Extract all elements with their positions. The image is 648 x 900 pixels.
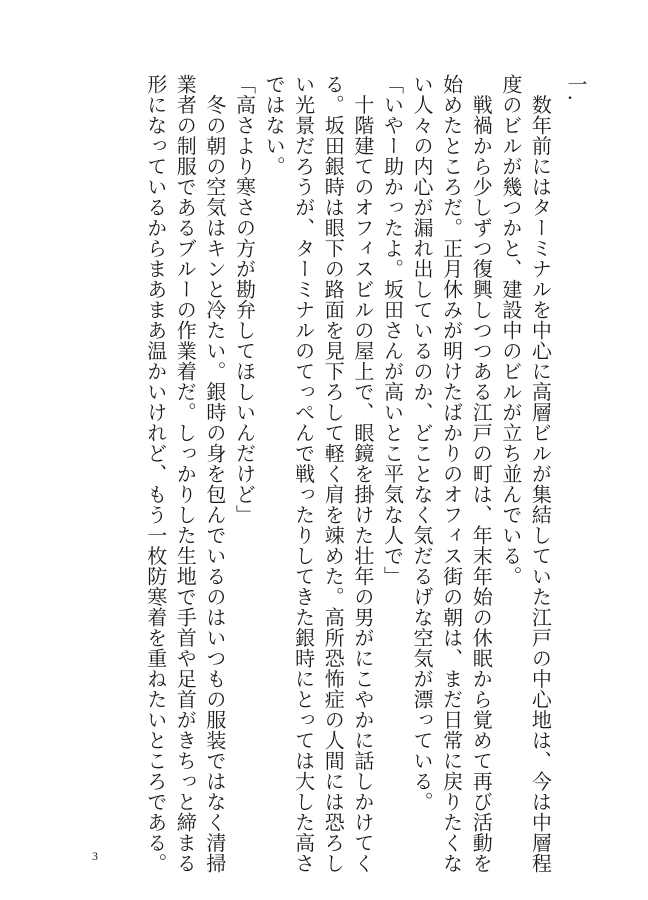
text-line: 戦禍から少しずつ復興しつつある江戸の町は、年末年始の休眠から覚めて再び活動を	[469, 74, 494, 874]
text-line: 数年前にはターミナルを中心に高層ビルが集結していた江戸の中心地は、今は中層程	[528, 74, 553, 874]
text-line: 度のビルが幾つかと、建設中のビルが立ち並んでいる。	[498, 74, 523, 587]
vertical-text-block	[70, 74, 590, 874]
section-marker: 一.	[564, 74, 588, 102]
text-line: 冬の朝の空気はキンと冷たい。銀時の身を包んでいるのはいつもの服装ではなく清掃	[202, 74, 227, 874]
text-line: 始めたところだ。正月休みが明けたばかりのオフィス街の朝は、まだ日常に戻りたくな	[439, 74, 464, 874]
text-line: 形になっているからまあまあ温かいけれど、もう一枚防寒着を重ねたいところである。	[143, 74, 168, 874]
text-line: 「高さより寒さの方が勘弁してほしいんだけど」	[232, 74, 257, 525]
text-line: い光景だろうが、ターミナルのてっぺんで戦ったりしてきた銀時にとっては大した高さ	[291, 74, 316, 874]
text-line: 業者の制服であるブルーの作業着だ。しっかりした生地で手首や足首がきちっと締まる	[173, 74, 198, 874]
text-line: 十階建てのオフィスビルの屋上で、眼鏡を掛けた壮年の男がにこやかに話しかけてく	[350, 74, 375, 874]
text-line: ではない。	[262, 74, 287, 177]
text-line: る。坂田銀時は眼下の路面を見下ろして軽く肩を竦めた。高所恐怖症の人間には恐ろし	[321, 74, 346, 874]
text-line: い人々の内心が漏れ出しているのか、どことなく気だるげな空気が漂っている。	[410, 74, 435, 812]
page-number: 3	[92, 849, 98, 863]
text-line: 「いやー助かったよ。坂田さんが高いとこ平気な人で」	[380, 74, 405, 587]
